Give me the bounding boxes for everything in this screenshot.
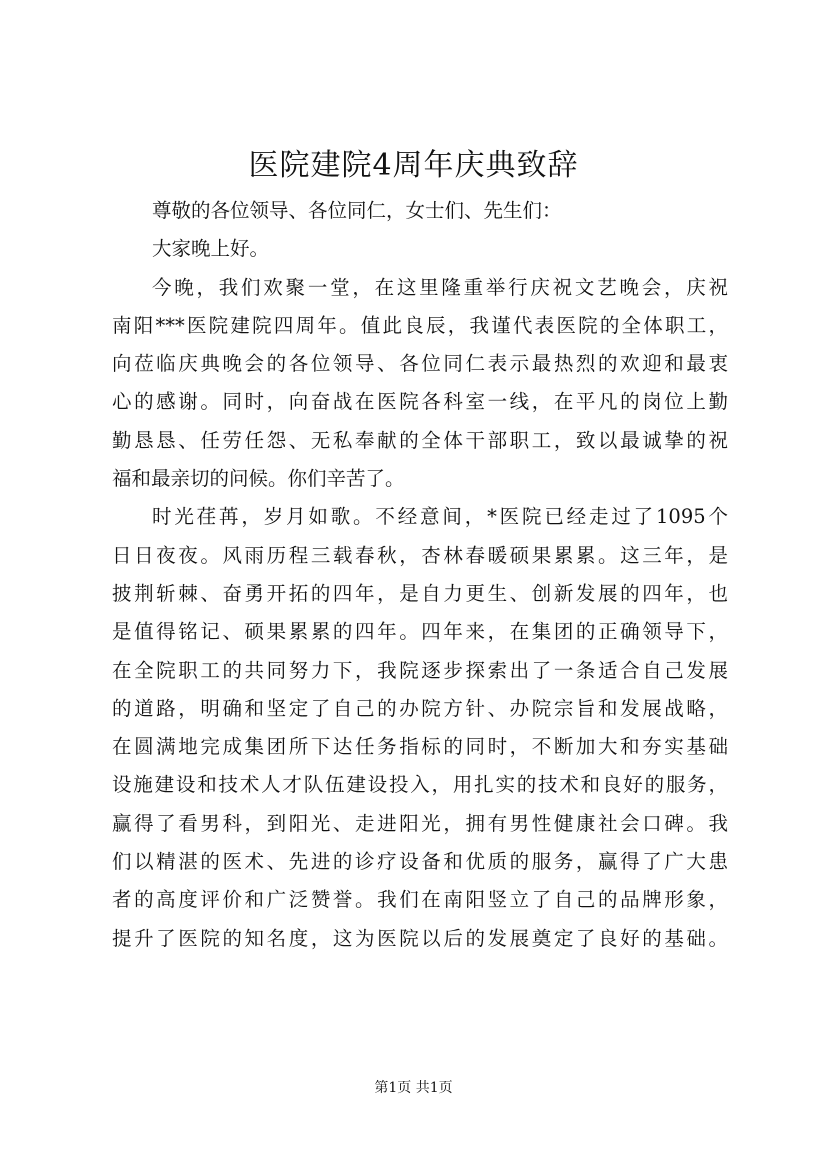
body-line: 心的感谢。同时，向奋战在医院各科室一线，在平凡的岗位上勤 <box>112 390 728 414</box>
body-line: 日日夜夜。风雨历程三载春秋，杏林春暖硕果累累。这三年，是 <box>112 543 728 567</box>
body-line: 提升了医院的知名度，这为医院以后的发展奠定了良好的基础。 <box>112 926 728 950</box>
document-title: 医院建院4周年庆典致辞 <box>248 148 579 183</box>
body-line: 的道路，明确和坚定了自己的办院方针、办院宗旨和发展战略， <box>112 696 728 720</box>
body-line: 披荆斩棘、奋勇开拓的四年，是自力更生、创新发展的四年，也 <box>112 581 728 605</box>
body-line: 今晚，我们欢聚一堂，在这里隆重举行庆祝文艺晚会，庆祝 <box>152 275 728 299</box>
body-line: 时光荏苒，岁月如歌。不经意间，*医院已经走过了1095个 <box>152 505 728 529</box>
body-line: 福和最亲切的问候。你们辛苦了。 <box>112 467 405 491</box>
body-line: 们以精湛的医术、先进的诊疗设备和优质的服务，赢得了广大患 <box>112 850 728 874</box>
body-line: 向莅临庆典晚会的各位领导、各位同仁表示最热烈的欢迎和最衷 <box>112 352 728 376</box>
body-line: 在圆满地完成集团所下达任务指标的同时，不断加大和夯实基础 <box>112 735 728 759</box>
body-line: 设施建设和技术人才队伍建设投入，用扎实的技术和良好的服务， <box>112 773 728 797</box>
body-line: 尊敬的各位领导、各位同仁，女士们、先生们： <box>152 199 562 222</box>
document-body <box>112 192 728 958</box>
body-line: 赢得了看男科，到阳光、走进阳光，拥有男性健康社会口碑。我 <box>112 811 728 835</box>
body-line: 大家晚上好。 <box>152 237 270 261</box>
body-line: 勤恳恳、任劳任怨、无私奉献的全体干部职工，致以最诚挚的祝 <box>112 428 728 452</box>
page-footer: 第1页 共1页 <box>374 1080 453 1096</box>
body-line: 者的高度评价和广泛赞誉。我们在南阳竖立了自己的品牌形象， <box>112 888 728 912</box>
body-line: 南阳***医院建院四周年。值此良辰，我谨代表医院的全体职工， <box>112 313 728 337</box>
body-line: 是值得铭记、硕果累累的四年。四年来，在集团的正确领导下， <box>112 620 728 644</box>
body-line: 在全院职工的共同努力下，我院逐步探索出了一条适合自己发展 <box>112 658 728 682</box>
